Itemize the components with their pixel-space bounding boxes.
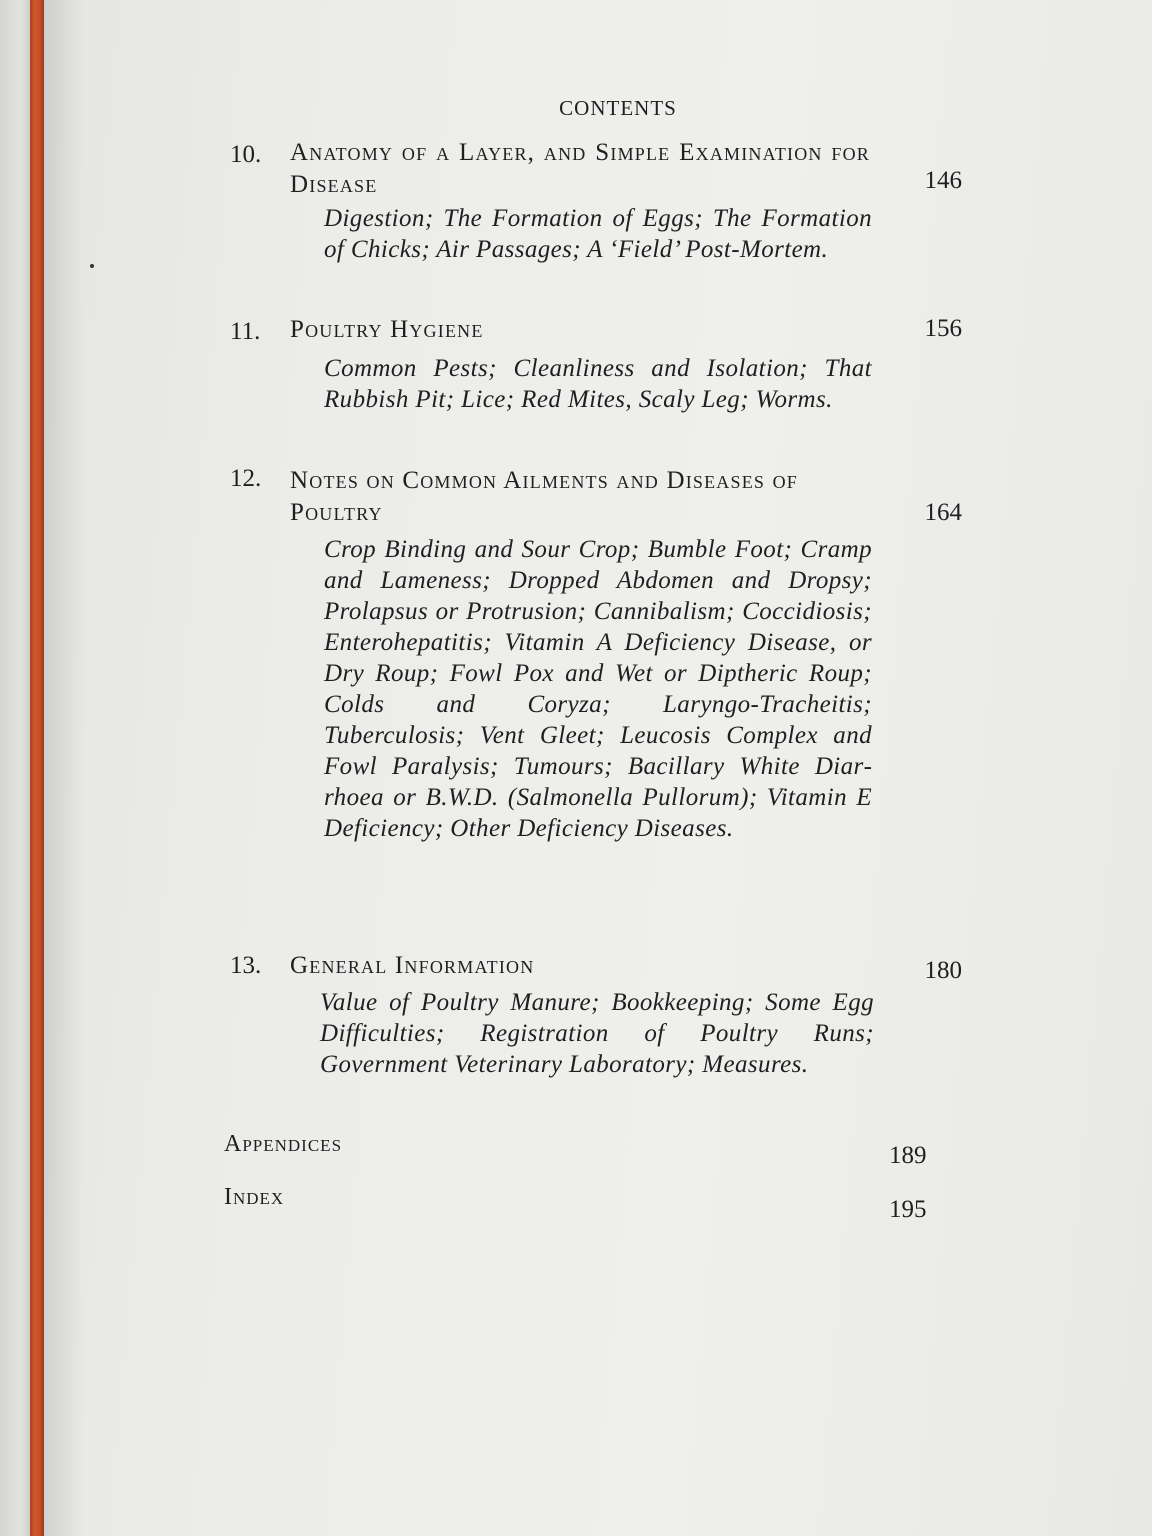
cover-edge xyxy=(30,0,44,1536)
chapter-topics: Digestion; The Formation of Eggs; The Formation of Chicks; Air Passages; A ‘Field’ Post-Mortem. xyxy=(324,205,872,263)
chapter-number: 12. xyxy=(230,465,262,492)
page-number: 195 xyxy=(889,1196,927,1223)
page-number: 146 xyxy=(924,167,962,194)
page-number: 164 xyxy=(924,499,962,526)
chapter-number: 10. xyxy=(230,141,262,168)
paper-speck xyxy=(90,264,94,268)
chapter-title: General Information xyxy=(290,952,535,979)
page-number: 180 xyxy=(924,957,962,984)
chapter-title: Notes on Common Ailments and Diseases of Poultry xyxy=(290,467,798,526)
chapter-title: Poultry Hygiene xyxy=(290,316,484,343)
contents-page xyxy=(44,0,1152,1536)
chapter-topics: Crop Binding and Sour Crop; Bumble Foot; Cramp and Lameness; Dropped Abdomen and Dropsy; Prolapsus or Protrusion; Cannibalism; Coccidiosis; Enterohepatitis; Vitamin A Deficiency Disease, or Dry Roup; Fowl Pox and Wet or Diptheric Roup; Colds and Coryza; Laryngo-Tracheitis; Tuberculosis; Vent Gleet; Leucosis Complex and Fowl Paralysis; Tumours; Bacillary White Diarrhoea or B.W.D. (Salmonella Pullorum); Vitamin E Deficiency; Other Deficiency Diseases. xyxy=(324,536,872,842)
chapter-number: 13. xyxy=(230,952,262,979)
toc-entry-appendices: Appendices xyxy=(224,1131,343,1157)
page-number: 189 xyxy=(889,1142,927,1169)
chapter-title: Anatomy of a Layer, and Simple Examination for Disease xyxy=(290,139,870,198)
page-title: CONTENTS xyxy=(559,96,677,120)
gutter-shadow xyxy=(44,0,84,1536)
page-number: 156 xyxy=(924,315,962,342)
chapter-topics: Value of Poultry Manure; Bookkeeping; Some Egg Difficulties; Registration of Poultry Runs; Government Veterinary Laboratory; Measures. xyxy=(320,989,874,1078)
chapter-number: 11. xyxy=(230,318,261,345)
toc-entry-index: Index xyxy=(224,1184,285,1210)
chapter-topics: Common Pests; Cleanliness and Isolation; That Rubbish Pit; Lice; Red Mites, Scaly Leg; Worms. xyxy=(324,355,872,413)
book-spine xyxy=(0,0,30,1536)
